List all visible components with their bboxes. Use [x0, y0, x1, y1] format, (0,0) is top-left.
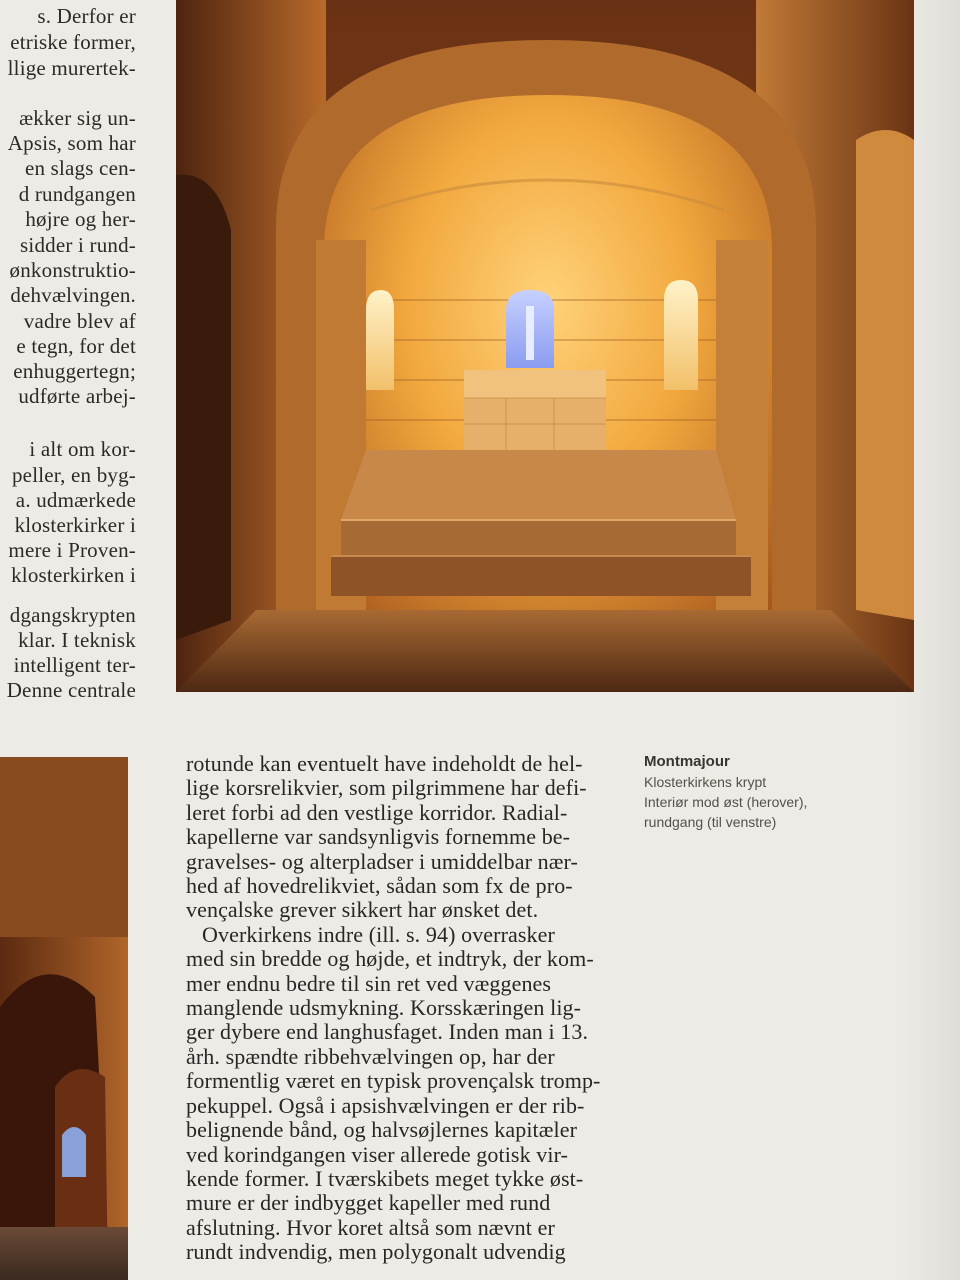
- left-column-line: llige murertek-: [7, 56, 136, 80]
- left-column-line: mere i Proven-: [8, 538, 136, 562]
- body-line: belignende bånd, og halvsøjlernes kapitæler: [186, 1117, 578, 1143]
- left-column-line: Denne centrale: [6, 678, 136, 700]
- body-line: ved korindgangen viser allerede gotisk vir-: [186, 1141, 569, 1167]
- left-column-line: intelligent ter-: [13, 653, 136, 677]
- body-line: vençalske grever sikkert har ønsket det.: [186, 897, 539, 923]
- caption-title: Montmajour: [644, 753, 730, 770]
- crypt-interior-illustration: [176, 0, 914, 692]
- left-column-line: etriske former,: [10, 30, 136, 54]
- left-column-line: ønkonstruktio-: [9, 258, 136, 282]
- left-column-line: s. Derfor er: [37, 4, 136, 28]
- body-line: lige korsrelikvier, som pilgrimmene har defi-: [186, 775, 587, 801]
- left-column-line: i alt om kor-: [29, 437, 136, 461]
- left-column-line: vadre blev af: [23, 309, 136, 333]
- crypt-interior-photo: [176, 0, 914, 692]
- caption-line: Klosterkirkens krypt: [644, 774, 767, 790]
- ambulatory-photo: [0, 757, 128, 1280]
- body-line: mure er der indbygget kapeller med rund: [186, 1190, 551, 1216]
- body-line: rundt indvendig, men polygonalt udvendig: [186, 1239, 566, 1265]
- caption-line: rundgang (til venstre): [644, 814, 777, 830]
- body-line: rotunde kan eventuelt have indeholdt de hel-: [186, 752, 583, 776]
- body-line: årh. spændte ribbehvælvingen op, har der: [186, 1043, 555, 1069]
- left-column-line: a. udmærkede: [15, 488, 136, 512]
- body-line: pekuppel. Også i apsishvælvingen er der rib-: [186, 1092, 585, 1118]
- left-column-line: d rundgangen: [18, 182, 136, 206]
- left-column-line: enhuggertegn;: [13, 359, 136, 383]
- left-column-line: dehvælvingen.: [10, 283, 136, 307]
- caption-line: Interiør mod øst (herover),: [644, 794, 808, 810]
- left-column-line: en slags cen-: [24, 156, 136, 180]
- body-line: gravelses- og alterpladser i umiddelbar nær-: [186, 848, 578, 874]
- left-column-line: peller, en byg-: [11, 463, 136, 487]
- left-column-line: klosterkirker i: [14, 513, 136, 537]
- photo-caption: [644, 752, 884, 832]
- body-line: manglende udsmykning. Korsskæringen lig-: [186, 995, 582, 1021]
- left-column-line: udførte arbej-: [18, 384, 136, 408]
- left-column-line: sidder i rund-: [20, 233, 136, 257]
- body-line: hed af hovedrelikviet, sådan som fx de pro-: [186, 873, 573, 899]
- left-column-line: dgangskrypten: [9, 603, 136, 627]
- body-line: ger dybere end langhusfaget. Inden man i 13.: [186, 1019, 589, 1045]
- body-line: afslutning. Hvor koret altså som nævnt er: [186, 1214, 555, 1240]
- body-line: kapellerne var sandsynligvis fornemme be-: [186, 824, 571, 850]
- left-column-line: Apsis, som har: [7, 131, 136, 155]
- body-line: mer endnu bedre til sin ret ved væggenes: [186, 970, 552, 996]
- left-column-line: e tegn, for det: [16, 334, 136, 358]
- body-text-column: [186, 752, 616, 1280]
- left-column-line: klosterkirken i: [11, 563, 136, 587]
- left-text-column: [0, 0, 140, 700]
- body-line: kende former. I tværskibets meget tykke øst-: [186, 1165, 584, 1191]
- body-line: leret forbi ad den vestlige korridor. Radial-: [186, 799, 568, 825]
- body-line: Overkirkens indre (ill. s. 94) overrasker: [202, 921, 555, 947]
- left-column-line: klar. I teknisk: [18, 628, 136, 652]
- ambulatory-illustration: [0, 757, 128, 1280]
- body-line: med sin bredde og højde, et indtryk, der kom-: [186, 946, 594, 972]
- left-column-line: højre og her-: [25, 207, 136, 231]
- body-line: formentlig været en typisk provençalsk tromp-: [186, 1068, 601, 1094]
- left-column-line: ækker sig un-: [19, 106, 136, 130]
